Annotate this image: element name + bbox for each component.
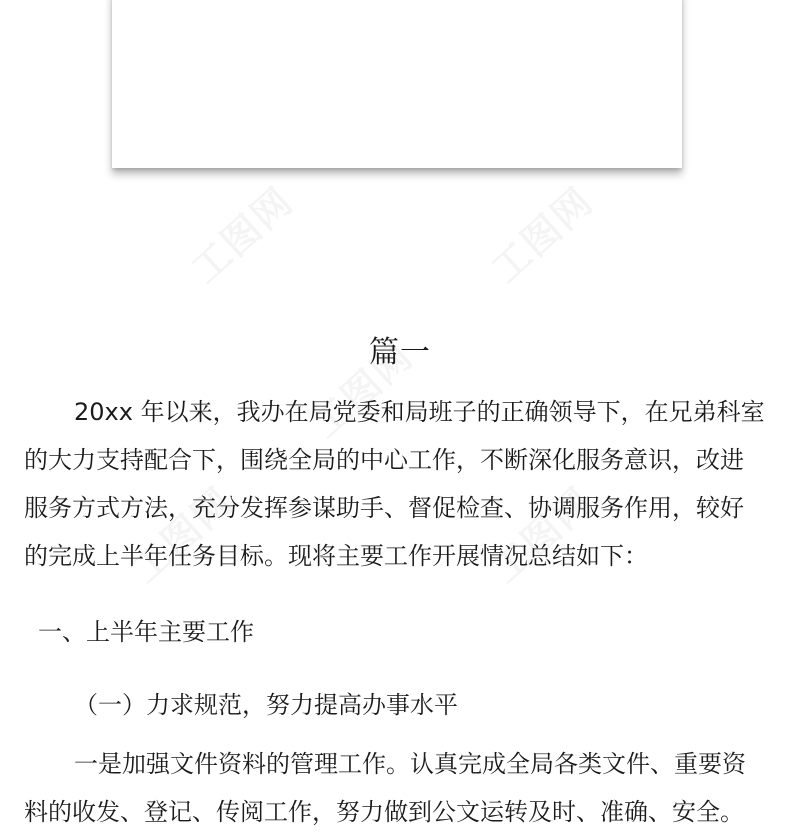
paragraph-line: 20xx 年以来，我办在局党委和局班子的正确领导下，在兄弟科室 bbox=[74, 398, 765, 426]
paragraph-line: 服务方式方法，充分发挥参谋助手、督促检查、协调服务作用，较好 bbox=[24, 494, 744, 522]
subsection-heading: （一）力求规范，努力提高办事水平 bbox=[74, 691, 458, 719]
document-title: 篇一 bbox=[369, 335, 431, 370]
paragraph-line: 的大力支持配合下，围绕全局的中心工作，不断深化服务意识，改进 bbox=[24, 446, 744, 474]
paragraph-line: 料的收发、登记、传阅工作，努力做到公文运转及时、准确、安全。 bbox=[24, 798, 744, 826]
section-heading: 一、上半年主要工作 bbox=[38, 618, 254, 646]
watermark bbox=[177, 172, 303, 293]
preview-page-card bbox=[112, 0, 682, 168]
intro-paragraph bbox=[24, 388, 784, 580]
body-paragraph bbox=[24, 740, 784, 836]
paragraph-line: 一是加强文件资料的管理工作。认真完成全局各类文件、重要资 bbox=[74, 750, 746, 778]
watermark bbox=[477, 172, 603, 293]
paragraph-line: 的完成上半年任务目标。现将主要工作开展情况总结如下： bbox=[24, 542, 648, 570]
